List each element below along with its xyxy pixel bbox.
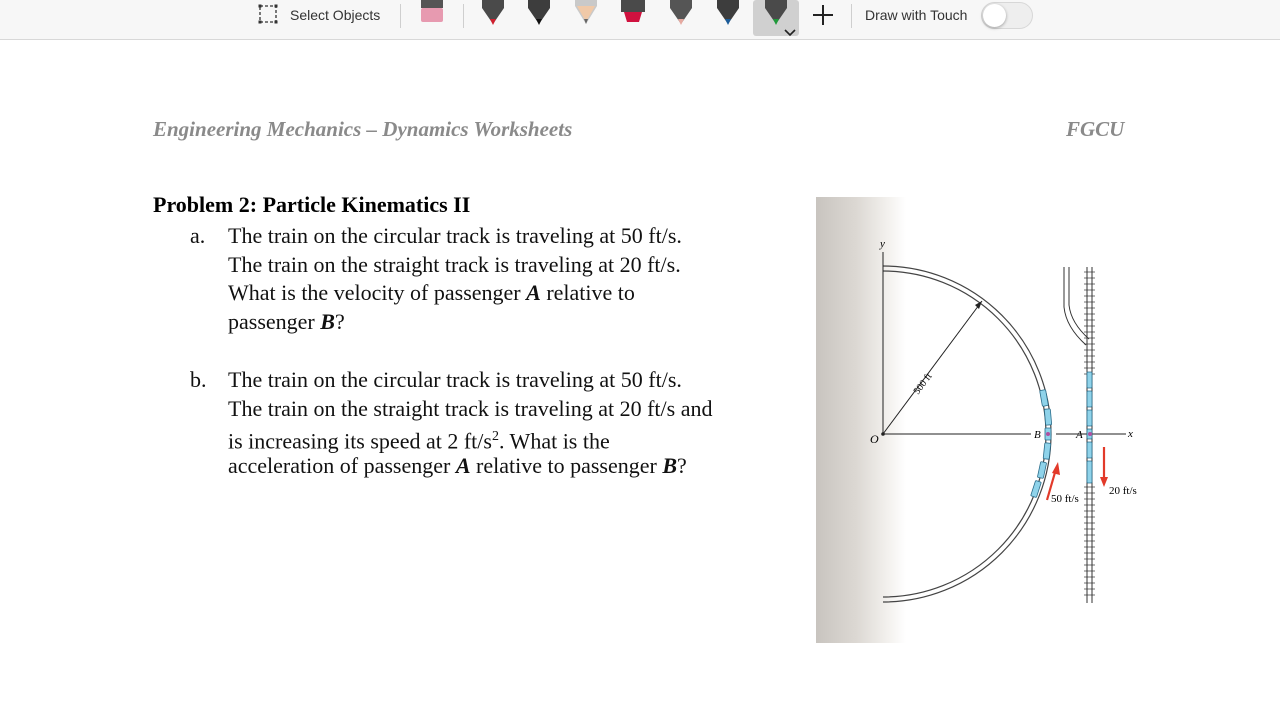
chevron-down-icon (784, 24, 796, 42)
part-b-line: The train on the straight track is traveling at 20 ft/s and (228, 396, 713, 421)
green-pen-tool[interactable] (753, 0, 799, 36)
dashed-selection-icon (258, 4, 278, 27)
highlighter-tool[interactable] (616, 0, 650, 30)
passenger-b-dot (1046, 432, 1050, 436)
part-b-label: b. (190, 367, 207, 392)
part-a-text: relative to (546, 280, 635, 305)
part-b-text: ? (677, 453, 687, 478)
part-b-text: relative to passenger (476, 453, 657, 478)
speed-straight-label: 20 ft/s (1109, 485, 1137, 497)
origin-label: O (870, 432, 879, 446)
part-a-text: ? (334, 309, 345, 334)
toolbar-divider (851, 4, 852, 28)
passenger-a-dot (1088, 432, 1092, 436)
superscript: 2 (491, 429, 499, 444)
blue-pen-tool[interactable] (711, 0, 745, 30)
radius-label: 500 ft (911, 371, 935, 397)
part-a-line: The train on the straight track is traveling at 20 ft/s. (228, 252, 681, 277)
circular-velocity-arrowhead (1052, 462, 1060, 475)
straight-train (1087, 372, 1092, 483)
part-b-text: is increasing its speed at 2 ft/s (228, 428, 492, 454)
pencil-tool[interactable] (569, 0, 603, 30)
select-objects-button[interactable] (258, 4, 380, 26)
part-a-line (228, 278, 635, 307)
pink-pen-tool[interactable] (664, 0, 698, 30)
passenger-a-symbol: A (526, 280, 541, 305)
part-b-line: The train on the circular track is traveling at 50 ft/s. (228, 367, 682, 392)
toolbar-divider (463, 4, 464, 28)
part-a-label: a. (190, 223, 206, 248)
speed-circular-label: 50 ft/s (1051, 493, 1079, 505)
x-axis-label: x (1128, 428, 1133, 440)
part-a-text: What is the velocity of passenger (228, 280, 521, 305)
passenger-b-symbol: B (320, 309, 335, 334)
part-a-line (228, 307, 345, 336)
train-figure (816, 197, 1156, 643)
point-b-label: B (1034, 429, 1041, 441)
draw-with-touch-label: Draw with Touch (865, 7, 968, 23)
problem-title: Problem 2: Particle Kinematics II (153, 192, 471, 217)
draw-with-touch-toggle[interactable] (981, 2, 1033, 29)
passenger-a-symbol: A (455, 453, 471, 478)
worksheet-header-school: FGCU (1066, 117, 1125, 141)
select-objects-label: Select Objects (290, 7, 381, 23)
black-pen-tool[interactable] (522, 0, 556, 30)
part-a-line: The train on the circular track is traveling at 50 ft/s. (228, 223, 682, 248)
part-a-text: passenger (228, 309, 315, 334)
passenger-b-symbol: B (662, 453, 678, 478)
y-axis-label: y (880, 238, 885, 250)
eraser-tool[interactable] (415, 0, 449, 30)
part-b-text: . What is the (498, 428, 610, 454)
toggle-knob (983, 4, 1006, 27)
part-b-line (228, 451, 687, 480)
radius-line (883, 301, 982, 434)
point-a-label: A (1076, 429, 1083, 441)
plus-icon[interactable] (810, 2, 836, 28)
red-pen-tool[interactable] (476, 0, 510, 30)
toolbar (0, 0, 1280, 40)
part-b-text: acceleration of passenger (228, 453, 451, 478)
straight-velocity-arrowhead (1100, 477, 1108, 487)
worksheet-header-title: Engineering Mechanics – Dynamics Worksheets (153, 117, 573, 141)
toolbar-divider (400, 4, 401, 28)
